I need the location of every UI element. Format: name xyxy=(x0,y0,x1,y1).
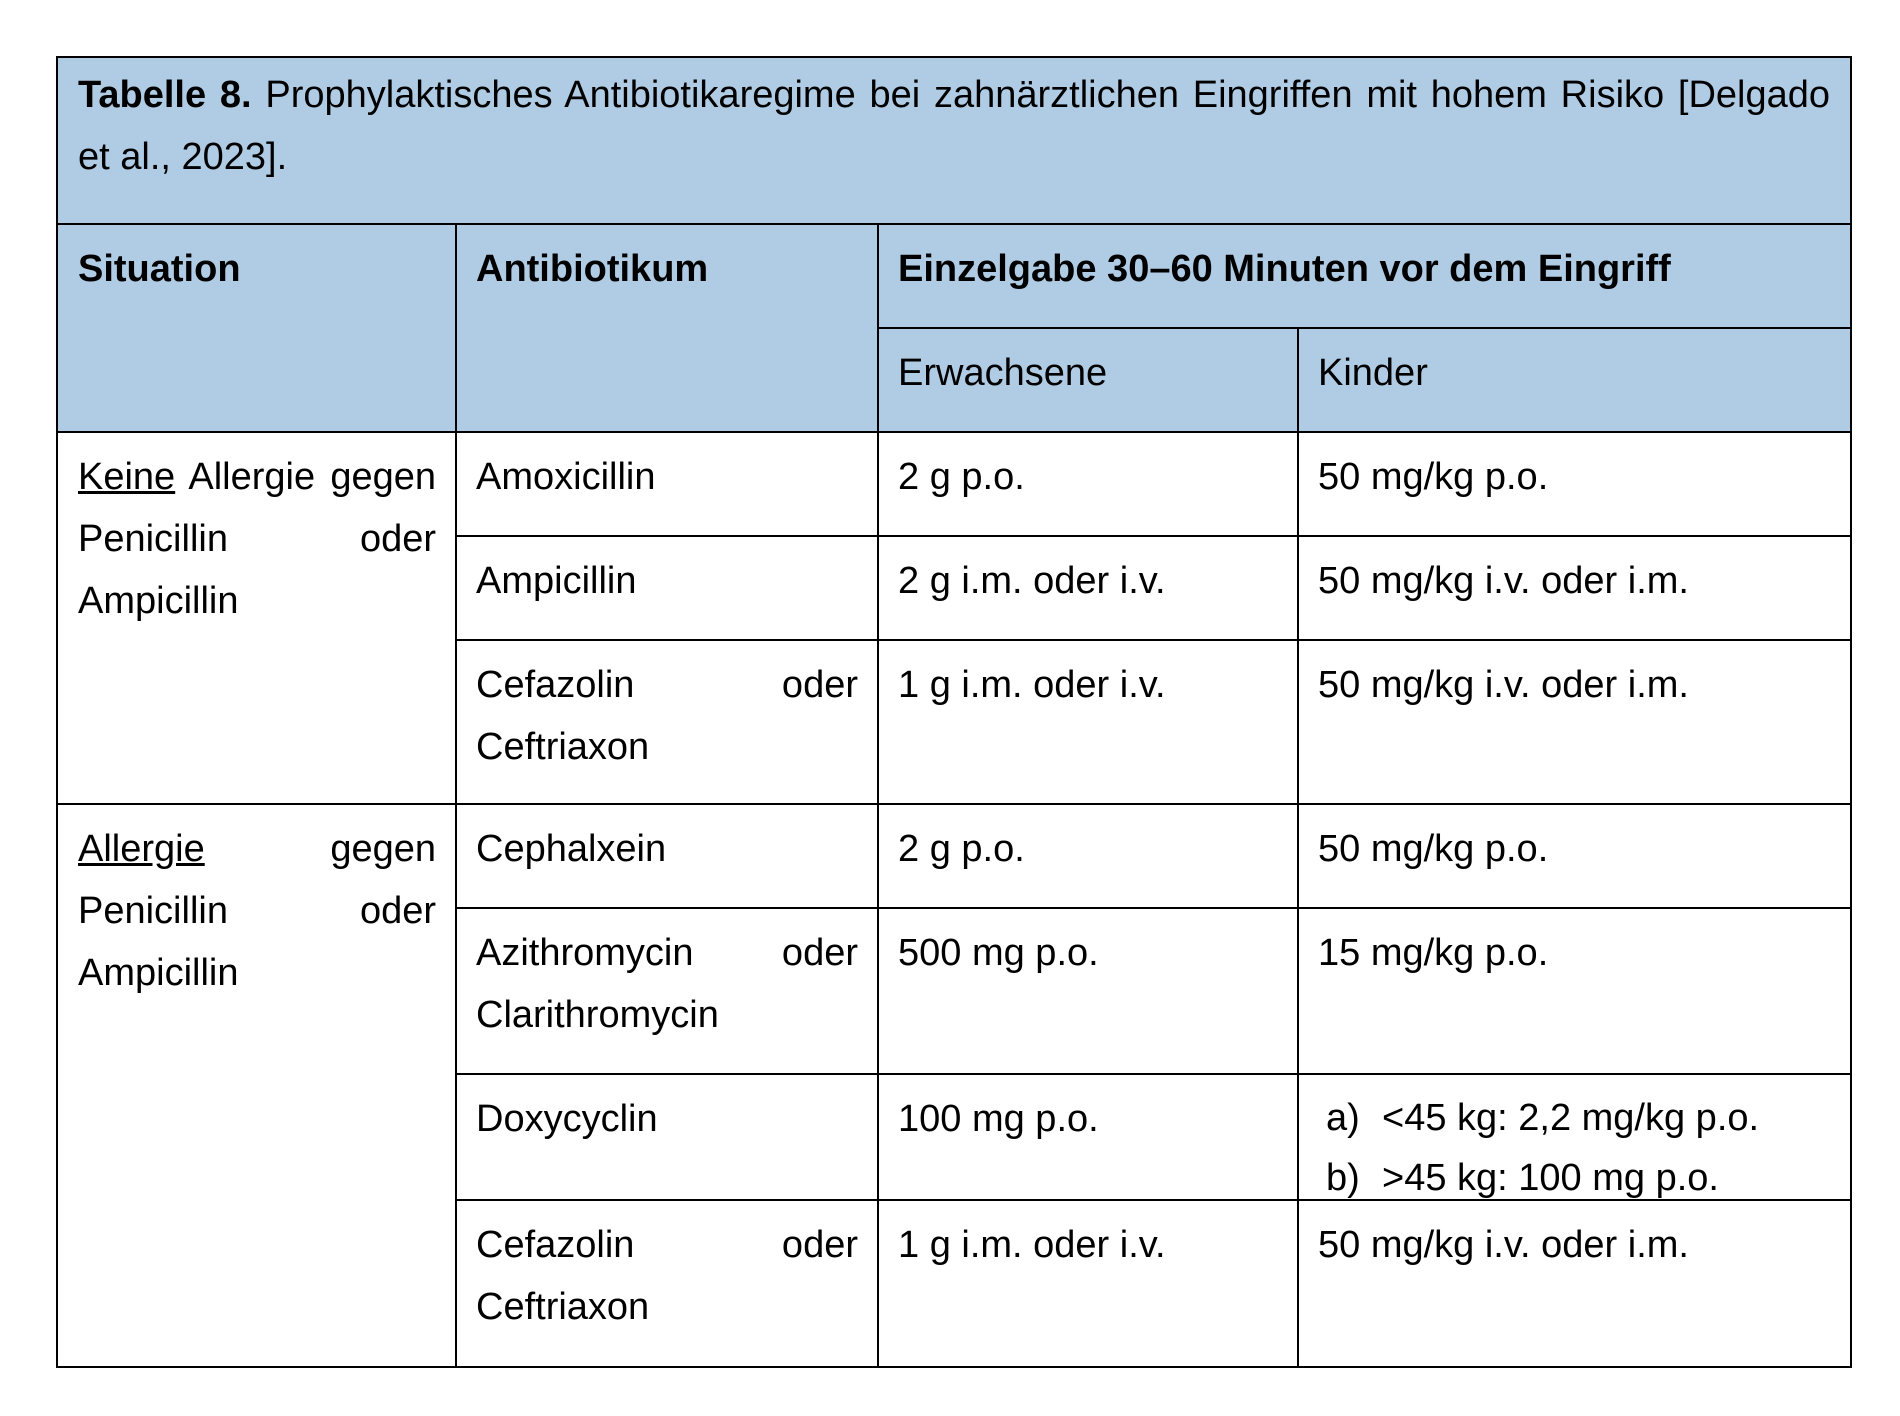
caption-text: Prophylaktisches Antibiotikaregime bei zahnärztlichen Eingriffen mit hohem Risiko [Delgado et al., 2023]. xyxy=(78,74,1831,178)
divider xyxy=(877,224,879,1366)
divider xyxy=(455,224,457,1366)
list-item-label: b) xyxy=(1326,1157,1360,1199)
divider xyxy=(456,907,1850,909)
child-dose-cell: 50 mg/kg p.o. xyxy=(1318,456,1549,498)
child-dose-cell: 50 mg/kg i.v. oder i.m. xyxy=(1318,560,1689,602)
child-dose-cell: 50 mg/kg p.o. xyxy=(1318,828,1549,870)
header-children: Kinder xyxy=(1318,352,1428,394)
child-dose-cell: 50 mg/kg i.v. oder i.m. xyxy=(1318,1224,1689,1266)
adult-dose-cell: 500 mg p.o. xyxy=(898,932,1099,974)
antibiotic-cell: Cephalxein xyxy=(476,828,667,870)
divider xyxy=(456,1073,1850,1075)
list-item-text: <45 kg: 2,2 mg/kg p.o. xyxy=(1382,1097,1760,1139)
list-item-text: >45 kg: 100 mg p.o. xyxy=(1382,1157,1719,1199)
situation-allergy xyxy=(58,804,456,1366)
divider xyxy=(1297,328,1299,1366)
situation-no-allergy xyxy=(58,432,456,804)
divider xyxy=(456,535,1850,537)
situation-lead: Keine xyxy=(78,456,176,498)
caption-label: Tabelle 8. xyxy=(78,74,252,116)
table-caption xyxy=(58,58,1850,224)
adult-dose-cell: 2 g i.m. oder i.v. xyxy=(898,560,1166,602)
child-dose-cell: 15 mg/kg p.o. xyxy=(1318,932,1549,974)
antibiotic-cell: Amoxicillin xyxy=(476,456,656,498)
antibiotic-cell: Doxycyclin xyxy=(476,1098,658,1140)
adult-dose-cell: 2 g p.o. xyxy=(898,828,1025,870)
situation-rest: gegen Penicillin oder Ampicillin xyxy=(78,828,436,994)
adult-dose-cell: 100 mg p.o. xyxy=(898,1098,1099,1140)
child-dose-list xyxy=(1318,1088,1830,1208)
adult-dose-cell: 1 g i.m. oder i.v. xyxy=(898,1224,1166,1266)
child-dose-list-cell xyxy=(1298,1074,1850,1200)
divider xyxy=(58,431,1850,433)
antibiotic-cell: Cefazolin oder Ceftriaxon xyxy=(476,1224,858,1328)
header-situation: Situation xyxy=(78,248,241,290)
header-antibiotic: Antibiotikum xyxy=(476,248,709,290)
divider xyxy=(878,327,1850,329)
header-dose-group: Einzelgabe 30–60 Minuten vor dem Eingriff xyxy=(898,248,1671,290)
list-item-label: a) xyxy=(1326,1097,1360,1139)
antibiotic-cell: Ampicillin xyxy=(476,560,637,602)
adult-dose-cell: 2 g p.o. xyxy=(898,456,1025,498)
situation-rest: Allergie gegen Penicillin oder Ampicillin xyxy=(78,456,436,622)
antibiotic-cell: Cefazolin oder Ceftriaxon xyxy=(476,664,858,768)
divider xyxy=(456,639,1850,641)
divider xyxy=(58,803,1850,805)
header-adults: Erwachsene xyxy=(898,352,1108,394)
adult-dose-cell: 1 g i.m. oder i.v. xyxy=(898,664,1166,706)
child-dose-cell: 50 mg/kg i.v. oder i.m. xyxy=(1318,664,1689,706)
antibiotic-regimen-table xyxy=(56,56,1852,1368)
list-item xyxy=(1318,1088,1830,1148)
divider xyxy=(58,223,1850,225)
divider xyxy=(456,1199,1850,1201)
situation-lead: Allergie xyxy=(78,828,205,870)
antibiotic-cell: Azithromycin oder Clarithromycin xyxy=(476,932,858,1036)
